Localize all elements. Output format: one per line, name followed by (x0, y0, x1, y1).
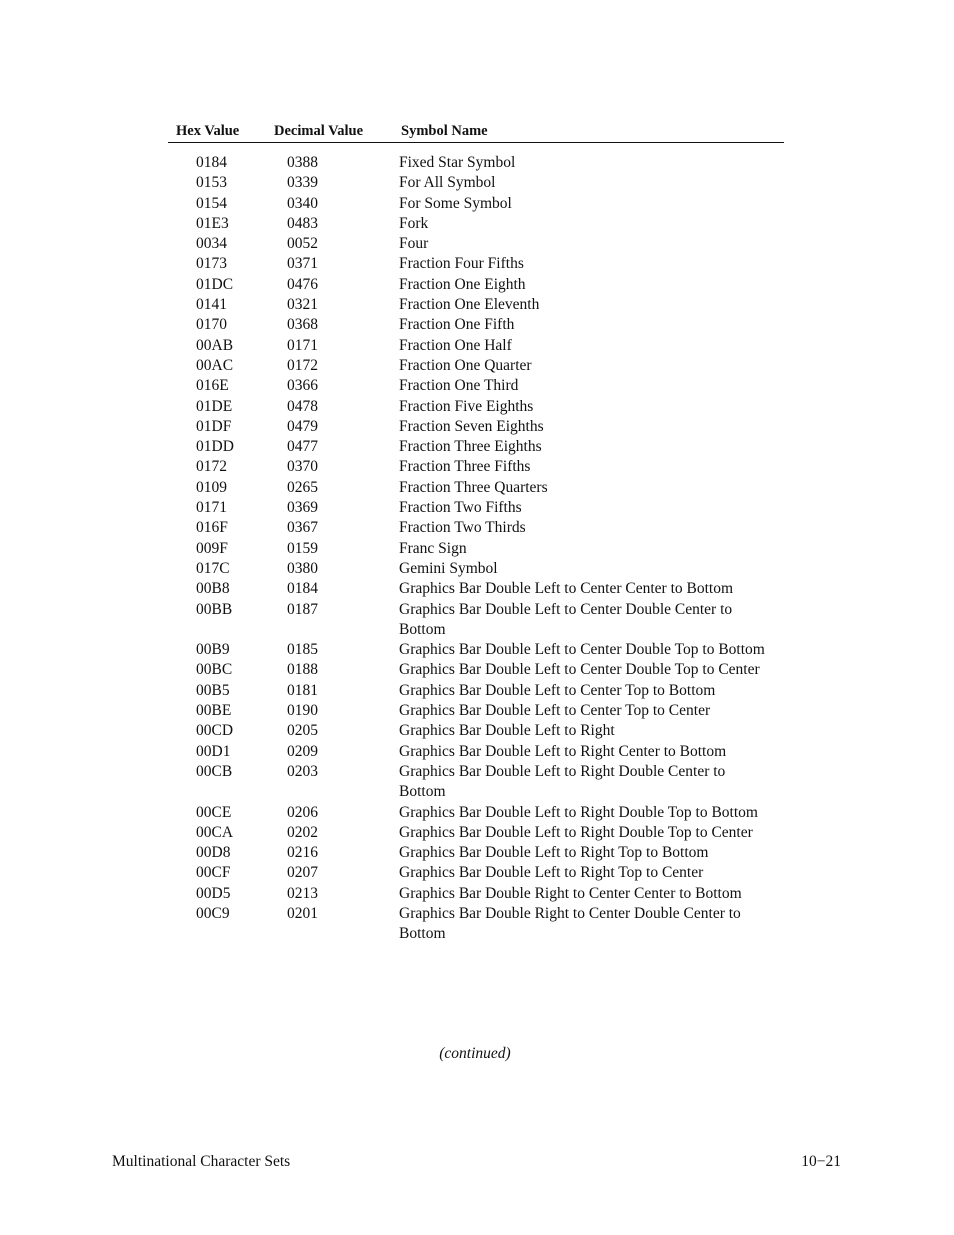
table-row (168, 803, 784, 823)
cell-hex-value: 0141 (196, 296, 227, 314)
cell-hex-value: 0109 (196, 478, 227, 496)
cell-hex-value: 00CD (196, 722, 234, 740)
cell-symbol-name: Fraction Two Fifths (399, 499, 522, 517)
table-row (168, 478, 784, 498)
cell-symbol-name: Fraction One Fifth (399, 316, 515, 334)
cell-decimal-value: 0388 (287, 154, 318, 171)
cell-decimal-value: 0203 (287, 762, 318, 780)
table-row (168, 701, 784, 721)
cell-symbol-name: Graphics Bar Double Left to Right (399, 722, 615, 740)
cell-decimal-value: 0206 (287, 803, 318, 821)
cell-decimal-value: 0172 (287, 356, 318, 374)
table-row (168, 194, 784, 214)
cell-hex-value: 00B5 (196, 681, 230, 699)
table-row (168, 559, 784, 579)
column-header-hex: Hex Value (176, 123, 240, 139)
cell-decimal-value: 0171 (287, 336, 318, 354)
cell-decimal-value: 0340 (287, 194, 318, 212)
cell-decimal-value: 0159 (287, 539, 318, 557)
cell-hex-value: 00BE (196, 702, 232, 720)
cell-hex-value: 0034 (196, 235, 227, 253)
cell-decimal-value: 0185 (287, 641, 318, 659)
table-row (168, 863, 784, 883)
footer-section-title: Multinational Character Sets (112, 1153, 291, 1170)
table-row (168, 539, 784, 559)
cell-decimal-value: 0369 (287, 499, 318, 517)
cell-hex-value: 00B9 (196, 641, 230, 659)
cell-symbol-name: Graphics Bar Double Left to Center Double Center to Bottom (399, 600, 733, 638)
table-row (168, 660, 784, 680)
cell-decimal-value: 0052 (287, 235, 318, 253)
cell-symbol-name: Graphics Bar Double Left to Center Top to Center (399, 702, 711, 720)
table-row (168, 275, 784, 295)
cell-decimal-value: 0181 (287, 681, 318, 699)
column-header-symbol: Symbol Name (401, 123, 488, 139)
table-row (168, 397, 784, 417)
cell-hex-value: 0184 (196, 154, 227, 171)
table-row (168, 254, 784, 274)
cell-decimal-value: 0483 (287, 214, 318, 232)
cell-decimal-value: 0187 (287, 600, 318, 618)
cell-hex-value: 00D5 (196, 884, 231, 902)
cell-symbol-name: Fraction One Third (399, 377, 519, 395)
cell-hex-value: 0171 (196, 499, 227, 517)
cell-decimal-value: 0368 (287, 316, 318, 334)
table-row (168, 762, 784, 803)
cell-decimal-value: 0366 (287, 377, 318, 395)
cell-hex-value: 016E (196, 377, 229, 395)
cell-symbol-name: For Some Symbol (399, 194, 512, 212)
table-row (168, 498, 784, 518)
cell-decimal-value: 0216 (287, 844, 318, 862)
cell-hex-value: 00C9 (196, 904, 230, 922)
table-row (168, 336, 784, 356)
cell-hex-value: 00AC (196, 356, 234, 374)
cell-symbol-name: Fraction Three Eighths (399, 438, 542, 456)
table-row (168, 315, 784, 335)
cell-symbol-name: Fraction Three Quarters (399, 478, 548, 496)
cell-hex-value: 0173 (196, 255, 227, 273)
cell-hex-value: 01E3 (196, 214, 229, 232)
cell-decimal-value: 0188 (287, 661, 318, 679)
cell-symbol-name: Fraction Two Thirds (399, 519, 526, 537)
cell-decimal-value: 0380 (287, 559, 318, 577)
table-row (168, 579, 784, 599)
cell-symbol-name: Fraction Five Eighths (399, 397, 534, 415)
cell-decimal-value: 0184 (287, 580, 318, 598)
table-row (168, 600, 784, 641)
cell-hex-value: 01DC (196, 275, 234, 293)
table-row (168, 295, 784, 315)
cell-symbol-name: Fork (399, 214, 429, 232)
table-row (168, 214, 784, 234)
cell-symbol-name: Franc Sign (399, 539, 467, 557)
cell-decimal-value: 0339 (287, 174, 318, 192)
cell-decimal-value: 0201 (287, 904, 318, 922)
cell-hex-value: 01DE (196, 397, 233, 415)
cell-symbol-name: Fraction One Eleventh (399, 296, 540, 314)
table-row (168, 823, 784, 843)
cell-symbol-name: Graphics Bar Double Left to Center Double Top to Bottom (399, 641, 765, 659)
cell-hex-value: 0153 (196, 174, 227, 192)
cell-symbol-name: Graphics Bar Double Right to Center Double Center to Bottom (399, 904, 741, 943)
cell-hex-value: 00D1 (196, 742, 231, 760)
cell-hex-value: 017C (196, 559, 230, 577)
table-row (168, 417, 784, 437)
table-row (168, 518, 784, 538)
cell-hex-value: 00B8 (196, 580, 230, 598)
cell-symbol-name: Graphics Bar Double Left to Right Top to Bottom (399, 844, 709, 862)
cell-symbol-name: Fraction Three Fifths (399, 458, 531, 476)
table-row (168, 376, 784, 396)
table-row (168, 234, 784, 254)
cell-symbol-name: Gemini Symbol (399, 559, 498, 577)
cell-symbol-name: Graphics Bar Double Right to Center Center to Bottom (399, 884, 742, 902)
cell-decimal-value: 0479 (287, 417, 318, 435)
table-row (168, 356, 784, 376)
cell-hex-value: 0154 (196, 194, 227, 212)
cell-symbol-name: Fraction One Quarter (399, 356, 532, 374)
cell-symbol-name: Fraction Seven Eighths (399, 417, 544, 435)
table-row (168, 681, 784, 701)
cell-symbol-name: Graphics Bar Double Left to Right Double Center to Bottom (399, 762, 726, 801)
cell-hex-value: 00BB (196, 600, 233, 618)
cell-symbol-name: Four (399, 235, 429, 253)
cell-symbol-name: Graphics Bar Double Left to Right Double Top to Bottom (399, 803, 758, 821)
table-row (168, 457, 784, 477)
table-header (168, 122, 784, 143)
cell-hex-value: 00D8 (196, 844, 231, 862)
cell-symbol-name: Graphics Bar Double Left to Right Center to Bottom (399, 742, 727, 760)
table-row (168, 640, 784, 660)
table-row (168, 173, 784, 193)
cell-hex-value: 00CF (196, 864, 231, 882)
table-row (168, 742, 784, 762)
cell-decimal-value: 0209 (287, 742, 318, 760)
cell-decimal-value: 0371 (287, 255, 318, 273)
cell-decimal-value: 0370 (287, 458, 318, 476)
cell-decimal-value: 0213 (287, 884, 318, 902)
cell-decimal-value: 0476 (287, 275, 318, 293)
cell-symbol-name: Fixed Star Symbol (399, 154, 516, 171)
cell-symbol-name: Graphics Bar Double Left to Center Center to Bottom (399, 580, 734, 598)
cell-hex-value: 00AB (196, 336, 234, 354)
cell-hex-value: 00CA (196, 823, 234, 841)
continued-note: (continued) (439, 1045, 511, 1062)
cell-hex-value: 00BC (196, 661, 233, 679)
cell-symbol-name: Fraction One Eighth (399, 275, 526, 293)
cell-decimal-value: 0321 (287, 296, 318, 314)
cell-decimal-value: 0207 (287, 864, 318, 882)
table-row (168, 721, 784, 741)
cell-symbol-name: Graphics Bar Double Left to Center Double Top to Center (399, 661, 760, 679)
cell-decimal-value: 0265 (287, 478, 318, 496)
cell-hex-value: 016F (196, 519, 228, 537)
cell-hex-value: 01DF (196, 417, 232, 435)
cell-hex-value: 00CB (196, 762, 233, 780)
cell-decimal-value: 0190 (287, 702, 318, 720)
cell-hex-value: 01DD (196, 438, 234, 456)
cell-hex-value: 0170 (196, 316, 227, 334)
cell-hex-value: 009F (196, 539, 228, 557)
cell-symbol-name: Fraction Four Fifths (399, 255, 524, 273)
cell-symbol-name: Graphics Bar Double Left to Right Top to Center (399, 864, 704, 882)
cell-decimal-value: 0205 (287, 722, 318, 740)
table-row (168, 904, 784, 945)
column-header-decimal: Decimal Value (274, 123, 364, 139)
cell-symbol-name: Fraction One Half (399, 336, 512, 354)
footer-page-number: 10−21 (801, 1153, 841, 1170)
cell-symbol-name: Graphics Bar Double Left to Right Double Top to Center (399, 823, 753, 841)
table-row (168, 153, 784, 173)
cell-decimal-value: 0367 (287, 519, 318, 537)
table-body (168, 153, 784, 945)
cell-hex-value: 0172 (196, 458, 227, 476)
cell-decimal-value: 0202 (287, 823, 318, 841)
table-row (168, 884, 784, 904)
cell-hex-value: 00CE (196, 803, 232, 821)
cell-decimal-value: 0478 (287, 397, 318, 415)
table-row (168, 843, 784, 863)
table-row (168, 437, 784, 457)
cell-symbol-name: For All Symbol (399, 174, 496, 192)
cell-decimal-value: 0477 (287, 438, 318, 456)
cell-symbol-name: Graphics Bar Double Left to Center Top to Bottom (399, 681, 716, 699)
